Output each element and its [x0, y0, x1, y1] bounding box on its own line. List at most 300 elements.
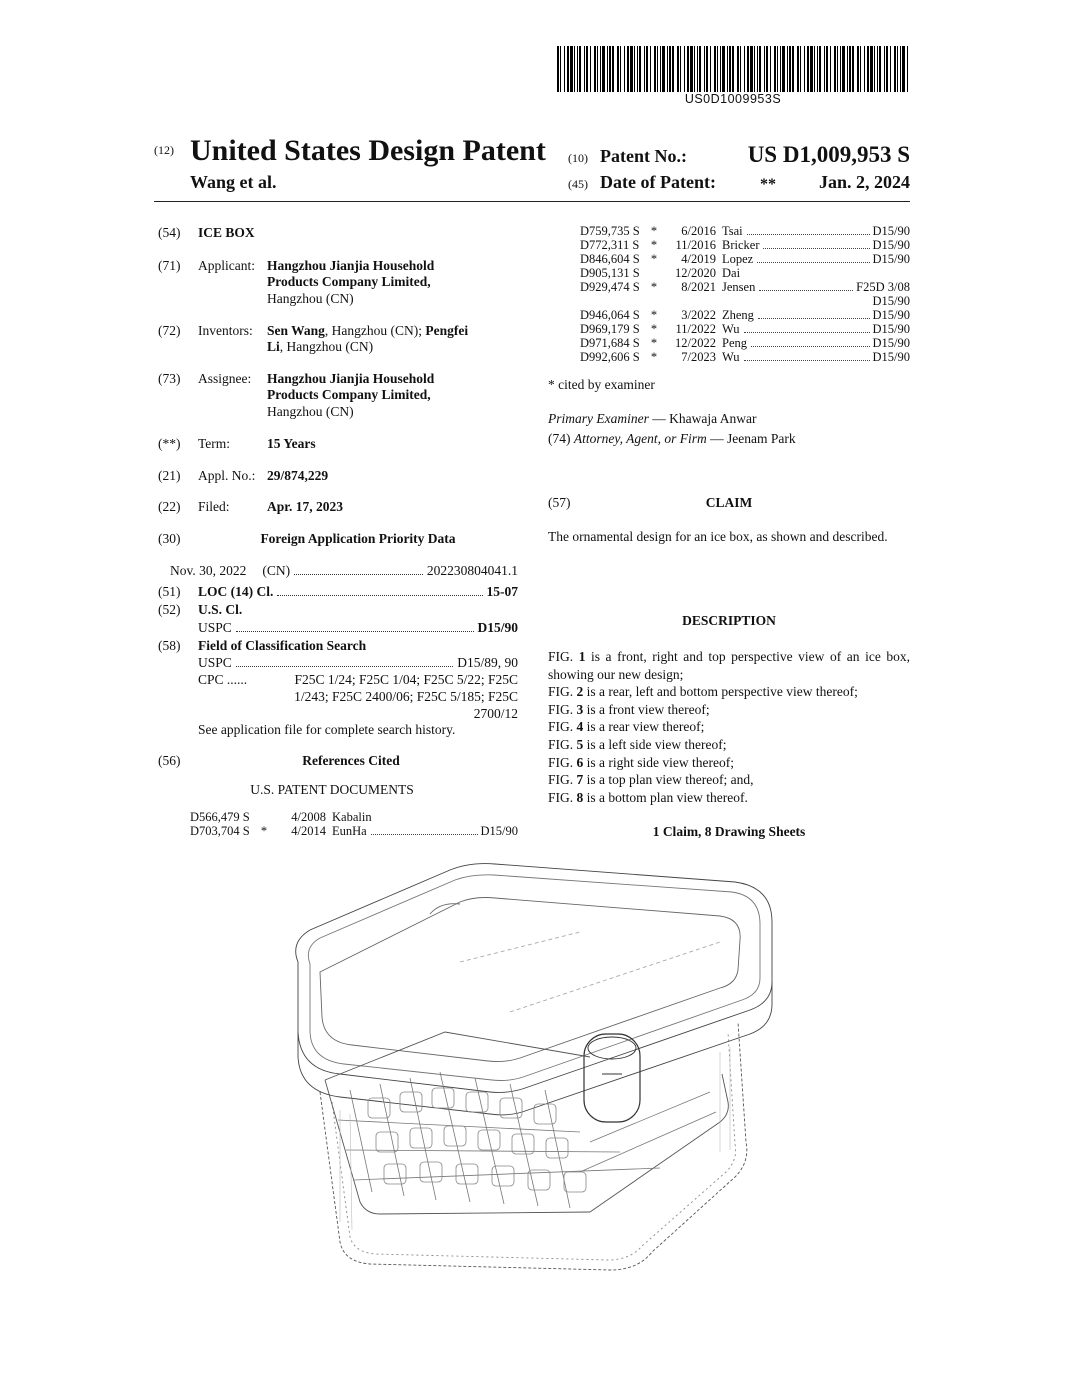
- barcode-bar: [570, 46, 573, 92]
- assignee-place: Hangzhou (CN): [267, 404, 354, 419]
- barcode-bar: [560, 46, 561, 92]
- reference-row: [580, 252, 910, 266]
- barcode-bar: [710, 46, 711, 92]
- ref-name: Zheng: [722, 308, 754, 322]
- ref-cls: D15/90: [872, 238, 910, 252]
- figure-description: [548, 683, 910, 701]
- term-value: 15 Years: [267, 436, 316, 451]
- ref-name: Wu: [722, 350, 740, 364]
- dot-leader: [759, 290, 853, 291]
- barcode-bar: [852, 46, 854, 92]
- applicant-name-line2: Products Company Limited,: [267, 274, 431, 289]
- barcode-bar: [637, 46, 638, 92]
- references-cited-title: References Cited: [302, 753, 400, 768]
- barcode-bar: [579, 46, 581, 92]
- barcode-bar: [810, 46, 813, 92]
- barcode-bar: [759, 46, 761, 92]
- barcode-bar: [780, 46, 781, 92]
- ref-date: 11/2016: [675, 238, 716, 252]
- reference-row: [580, 308, 910, 322]
- code-57: (57): [548, 495, 571, 510]
- barcode-bar: [620, 46, 621, 92]
- barcode-bar: [840, 46, 841, 92]
- barcode-bar: [750, 46, 753, 92]
- ref-date: 12/2020: [675, 266, 716, 280]
- barcode-bar: [774, 46, 776, 92]
- ref-star: *: [650, 224, 658, 238]
- patent-type-title: United States Design Patent: [190, 134, 546, 167]
- barcode-bar: [804, 46, 805, 92]
- barcode-bar: [662, 46, 665, 92]
- barcode-bar: [714, 46, 716, 92]
- barcode-bar: [842, 46, 845, 92]
- fig-number: 1: [578, 649, 586, 664]
- reference-row: [580, 336, 910, 350]
- figure-description: [548, 789, 910, 807]
- fig-text: is a left side view thereof;: [583, 736, 727, 752]
- barcode-bar: [624, 46, 625, 92]
- fig-prefix: FIG.: [548, 772, 577, 788]
- ref-num: D971,684 S: [580, 336, 640, 350]
- figure-description: [548, 736, 910, 754]
- cpc-line2: 1/243; F25C 2400/06; F25C 5/185; F25C: [294, 689, 518, 704]
- references-list-right: [580, 224, 910, 364]
- uspc-row: [198, 619, 518, 636]
- ref-star: *: [650, 336, 658, 350]
- term-label: Term:: [198, 436, 231, 451]
- ref-cls: D15/90: [872, 252, 910, 266]
- ref-name: Peng: [722, 336, 747, 350]
- inventors-line2: [267, 338, 373, 355]
- barcode-bar: [600, 46, 601, 92]
- code-74: (74): [548, 431, 571, 446]
- code-21: (21): [158, 468, 181, 483]
- figure-description: [548, 701, 910, 719]
- ref-num: D703,704 S: [190, 824, 250, 838]
- barcode-bar: [837, 46, 838, 92]
- ref-num: D992,606 S: [580, 350, 640, 364]
- references-list-left: [190, 810, 518, 838]
- barcode-bar: [886, 46, 888, 92]
- barcode-bar: [660, 46, 661, 92]
- barcode-bar: [897, 46, 898, 92]
- barcode-bar: [672, 46, 674, 92]
- ref-date: 6/2016: [681, 224, 716, 238]
- filed-date: Apr. 17, 2023: [267, 499, 344, 514]
- barcode-bar: [667, 46, 668, 92]
- barcode-bar: [807, 46, 809, 92]
- barcode-bar: [697, 46, 698, 92]
- dot-leader: [744, 360, 870, 361]
- patent-no-label: Patent No.:: [600, 146, 687, 166]
- barcode-bar: [584, 46, 585, 92]
- appl-no-label: Appl. No.:: [198, 468, 256, 483]
- ref-star: *: [650, 308, 658, 322]
- appl-no-value: 29/874,229: [267, 468, 329, 483]
- dot-leader: [751, 346, 870, 347]
- assignee-name-line1: Hangzhou Jianjia Household: [267, 371, 435, 386]
- inventors-label: Inventors:: [198, 323, 253, 338]
- barcode-bar: [894, 46, 896, 92]
- barcode-bar: [857, 46, 859, 92]
- attorney-row: [548, 430, 796, 447]
- patent-number: US D1,009,953 S: [747, 142, 910, 167]
- us-patent-docs-title: U.S. PATENT DOCUMENTS: [250, 782, 414, 797]
- uspc-value: D15/90: [477, 620, 518, 635]
- ref-num: D566,479 S: [190, 810, 250, 824]
- barcode-bar: [567, 46, 569, 92]
- code-52: (52): [158, 602, 181, 617]
- barcode-bar: [907, 46, 908, 92]
- barcode-bar: [646, 46, 648, 92]
- ref-star: *: [650, 322, 658, 336]
- applicant-name-line1: Hangzhou Jianjia Household: [267, 258, 435, 273]
- fig-prefix: FIG.: [548, 649, 579, 664]
- barcode-bar: [704, 46, 705, 92]
- fig-prefix: FIG.: [548, 789, 577, 805]
- date-of-patent-label: Date of Patent:: [600, 172, 716, 192]
- primary-examiner-name: — Khawaja Anwar: [648, 411, 757, 426]
- barcode-bar: [824, 46, 825, 92]
- us-cl-label: U.S. Cl.: [198, 602, 243, 617]
- ref-name: Jensen: [722, 280, 756, 294]
- filed-label: Filed:: [198, 499, 230, 514]
- fig-text: is a top plan view thereof; and,: [583, 772, 754, 788]
- code-72: (72): [158, 323, 181, 338]
- barcode-bar: [900, 46, 901, 92]
- dot-leader: [757, 262, 869, 263]
- ref-star: *: [260, 824, 268, 838]
- inventor-1-name: Sen Wang: [267, 323, 325, 338]
- ref-cls: D15/90: [872, 336, 910, 350]
- barcode-bar: [657, 46, 658, 92]
- ref-star: *: [650, 252, 658, 266]
- barcode-bar: [817, 46, 818, 92]
- assignee-label: Assignee:: [198, 371, 252, 386]
- barcode-bar: [654, 46, 656, 92]
- barcode-bar: [800, 46, 801, 92]
- barcode: [557, 46, 909, 92]
- barcode-bar: [766, 46, 768, 92]
- fig-number: 7: [576, 772, 584, 788]
- dot-leader: [277, 595, 482, 596]
- attorney-name: — Jeenam Park: [706, 431, 796, 446]
- barcode-number: US0D1009953S: [684, 92, 782, 106]
- inventors-short: Wang et al.: [190, 172, 277, 192]
- ref-star: *: [650, 350, 658, 364]
- dot-leader: [236, 666, 453, 667]
- ref-date: 4/2014: [291, 824, 326, 838]
- uspc-label: USPC: [198, 620, 232, 635]
- loc-row: [198, 583, 518, 600]
- barcode-bar: [789, 46, 791, 92]
- ref-star: *: [650, 238, 658, 252]
- barcode-bar: [870, 46, 873, 92]
- ref-num: D905,131 S: [580, 266, 640, 280]
- fig-number: 6: [576, 754, 584, 770]
- claims-sheets-summary: 1 Claim, 8 Drawing Sheets: [652, 824, 806, 839]
- barcode-bar: [717, 46, 718, 92]
- barcode-bar: [764, 46, 765, 92]
- barcode-bar: [737, 46, 739, 92]
- barcode-bar: [680, 46, 681, 92]
- barcode-bar: [744, 46, 745, 92]
- barcode-bar: [694, 46, 695, 92]
- barcode-bar: [627, 46, 629, 92]
- priority-data-title: Foreign Application Priority Data: [260, 531, 456, 546]
- barcode-bar: [690, 46, 693, 92]
- barcode-bar: [557, 46, 559, 92]
- inventor-2-surname: Li: [267, 339, 280, 354]
- barcode-bar: [602, 46, 605, 92]
- barcode-bar: [727, 46, 728, 92]
- ref-cls: D15/90: [480, 824, 518, 838]
- fig-prefix: FIG.: [548, 684, 577, 700]
- code-51: (51): [158, 584, 181, 599]
- barcode-bar: [650, 46, 651, 92]
- barcode-bar: [890, 46, 891, 92]
- barcode-bar: [577, 46, 578, 92]
- barcode-bar: [722, 46, 725, 92]
- date-marker: **: [760, 176, 776, 193]
- code-73: (73): [158, 371, 181, 386]
- barcode-bar: [729, 46, 731, 92]
- field-uspc-value: D15/89, 90: [457, 655, 518, 670]
- ref-date: 4/2008: [291, 810, 326, 824]
- barcode-bar: [564, 46, 565, 92]
- ice-box-drawing: [280, 852, 800, 1272]
- barcode-bar: [612, 46, 614, 92]
- inventor-1-location: , Hangzhou (CN);: [324, 323, 426, 338]
- field-uspc-row: [198, 654, 518, 671]
- fig-number: 5: [576, 736, 584, 752]
- ref-cls: D15/90: [872, 294, 910, 308]
- barcode-bar: [782, 46, 785, 92]
- ref-cls: D15/90: [872, 224, 910, 238]
- barcode-bar: [747, 46, 749, 92]
- code-54: (54): [158, 225, 181, 240]
- reference-row: [580, 350, 910, 364]
- cited-by-examiner-note: * cited by examiner: [548, 377, 655, 392]
- ref-date: 8/2021: [681, 280, 716, 294]
- fig-text: is a right side view thereof;: [583, 754, 734, 770]
- reference-row: [580, 294, 910, 308]
- inventor-2-location: , Hangzhou (CN): [279, 339, 374, 354]
- ref-date: 12/2022: [675, 336, 716, 350]
- reference-row: [190, 824, 518, 838]
- fig-prefix: FIG.: [548, 719, 577, 735]
- inventor-2-given-name: Pengfei: [425, 323, 469, 338]
- claim-text: The ornamental design for an ice box, as shown and described.: [548, 529, 888, 544]
- reference-row: [190, 810, 518, 824]
- ref-num: D969,179 S: [580, 322, 640, 336]
- ref-name: Dai: [722, 266, 741, 280]
- code-30: (30): [158, 531, 181, 546]
- patent-date: Jan. 2, 2024: [818, 172, 910, 192]
- priority-country: (CN): [262, 563, 291, 578]
- cpc-line1: F25C 1/24; F25C 1/04; F25C 5/22; F25C: [294, 672, 518, 687]
- ref-num: D929,474 S: [580, 280, 640, 294]
- figure-description: [548, 718, 910, 736]
- dot-leader: [744, 332, 870, 333]
- primary-examiner: [548, 410, 756, 427]
- barcode-bar: [617, 46, 619, 92]
- fig-text: is a bottom plan view thereof.: [583, 789, 748, 805]
- barcode-bar: [814, 46, 815, 92]
- ref-date: 4/2019: [681, 252, 716, 266]
- description-title: DESCRIPTION: [682, 613, 776, 628]
- applicant-place: Hangzhou (CN): [267, 291, 354, 306]
- barcode-bar: [770, 46, 771, 92]
- barcode-bar: [879, 46, 881, 92]
- barcode-bar: [634, 46, 635, 92]
- fig-prefix: FIG.: [548, 736, 577, 752]
- barcode-bar: [867, 46, 869, 92]
- ref-date: 11/2022: [675, 322, 716, 336]
- ref-date: 3/2022: [681, 308, 716, 322]
- barcode-bar: [644, 46, 645, 92]
- fig-prefix: FIG.: [548, 701, 577, 717]
- barcode-bar: [797, 46, 799, 92]
- barcode-bar: [586, 46, 588, 92]
- loc-label: LOC (14) Cl.: [198, 584, 274, 599]
- barcode-bar: [877, 46, 878, 92]
- barcode-bar: [792, 46, 794, 92]
- dot-leader: [758, 318, 870, 319]
- fig-number: 2: [576, 684, 584, 700]
- barcode-bar: [902, 46, 905, 92]
- figure-description: [548, 754, 910, 772]
- barcode-bar: [574, 46, 575, 92]
- ref-cls: F25D 3/08: [856, 280, 910, 294]
- claim-title: CLAIM: [705, 495, 753, 510]
- figure-description: [548, 771, 910, 789]
- reference-row: [580, 280, 910, 294]
- code-56: (56): [158, 753, 181, 768]
- barcode-bar: [754, 46, 755, 92]
- ref-name: Lopez: [722, 252, 754, 266]
- barcode-bar: [787, 46, 788, 92]
- ref-name: Wu: [722, 322, 740, 336]
- dot-leader: [763, 248, 869, 249]
- barcode-bar: [874, 46, 875, 92]
- ref-name: Tsai: [722, 224, 743, 238]
- barcode-bar: [830, 46, 831, 92]
- barcode-bar: [639, 46, 641, 92]
- barcode-bar: [819, 46, 821, 92]
- fig-number: 4: [576, 719, 584, 735]
- cpc-label: CPC ......: [198, 672, 248, 687]
- fig-text: is a rear view thereof;: [583, 719, 705, 735]
- barcode-bar: [687, 46, 689, 92]
- barcode-bar: [699, 46, 701, 92]
- barcode-bar: [590, 46, 591, 92]
- barcode-bar: [860, 46, 861, 92]
- ref-num: D772,311 S: [580, 238, 640, 252]
- barcode-bar: [607, 46, 608, 92]
- reference-row: [580, 238, 910, 252]
- code-10: (10): [568, 151, 588, 165]
- applicant-label: Applicant:: [198, 258, 255, 273]
- barcode-bar: [740, 46, 741, 92]
- barcode-bar: [777, 46, 778, 92]
- barcode-bar: [684, 46, 685, 92]
- field-uspc-label: USPC: [198, 655, 232, 670]
- reference-row: [580, 266, 910, 280]
- ref-cls: D15/90: [872, 350, 910, 364]
- priority-date: Nov. 30, 2022: [170, 563, 247, 578]
- priority-number: 202230804041.1: [426, 563, 518, 578]
- code-term: (**): [158, 436, 181, 451]
- title-of-design: ICE BOX: [198, 225, 255, 240]
- cpc-line3: 2700/12: [473, 706, 518, 721]
- ref-cls: D15/90: [872, 308, 910, 322]
- barcode-bar: [834, 46, 836, 92]
- fig-text: is a rear, left and bottom perspective view thereof;: [583, 684, 858, 700]
- search-history-note: See application file for complete search history.: [198, 722, 456, 737]
- barcode-bar: [826, 46, 828, 92]
- barcode-bar: [884, 46, 885, 92]
- barcode-bar: [677, 46, 679, 92]
- figure-description: [548, 648, 910, 683]
- barcode-bar: [630, 46, 633, 92]
- header-rule: [154, 201, 910, 202]
- dot-leader: [294, 574, 423, 575]
- fig-number: 3: [576, 701, 584, 717]
- code-12: (12): [154, 143, 174, 157]
- ref-num: D846,604 S: [580, 252, 640, 266]
- priority-row: [170, 562, 518, 579]
- barcode-bar: [720, 46, 721, 92]
- assignee-name-line2: Products Company Limited,: [267, 387, 431, 402]
- barcode-bar: [597, 46, 598, 92]
- ref-name: Bricker: [722, 238, 760, 252]
- barcode-bar: [609, 46, 611, 92]
- ref-num: D759,735 S: [580, 224, 640, 238]
- dot-leader: [747, 234, 870, 235]
- ref-date: 7/2023: [681, 350, 716, 364]
- figure-descriptions: [548, 648, 910, 806]
- fig-prefix: FIG.: [548, 754, 577, 770]
- ref-cls: D15/90: [872, 322, 910, 336]
- code-58: (58): [158, 638, 181, 653]
- fig-text: is a front view thereof;: [583, 701, 710, 717]
- inventors-line1: [267, 322, 468, 339]
- dot-leader: [371, 834, 478, 835]
- reference-row: [580, 322, 910, 336]
- barcode-bar: [849, 46, 851, 92]
- ref-name: Kabalin: [332, 810, 372, 824]
- field-search-label: Field of Classification Search: [198, 638, 367, 653]
- fig-text: is a front, right and top perspective view of an ice box, showing our new design;: [548, 649, 910, 682]
- barcode-bar: [669, 46, 671, 92]
- barcode-bar: [864, 46, 865, 92]
- barcode-bar: [732, 46, 734, 92]
- primary-examiner-label: Primary Examiner: [548, 411, 649, 426]
- attorney-label: Attorney, Agent, or Firm: [573, 431, 707, 446]
- ref-name: EunHa: [332, 824, 367, 838]
- ref-num: D946,064 S: [580, 308, 640, 322]
- loc-value: 15-07: [486, 584, 518, 599]
- code-71: (71): [158, 258, 181, 273]
- fig-number: 8: [576, 789, 584, 805]
- ref-star: *: [650, 280, 658, 294]
- barcode-bar: [594, 46, 596, 92]
- dot-leader: [236, 631, 474, 632]
- barcode-bar: [706, 46, 708, 92]
- barcode-bar: [847, 46, 848, 92]
- code-45: (45): [568, 177, 588, 191]
